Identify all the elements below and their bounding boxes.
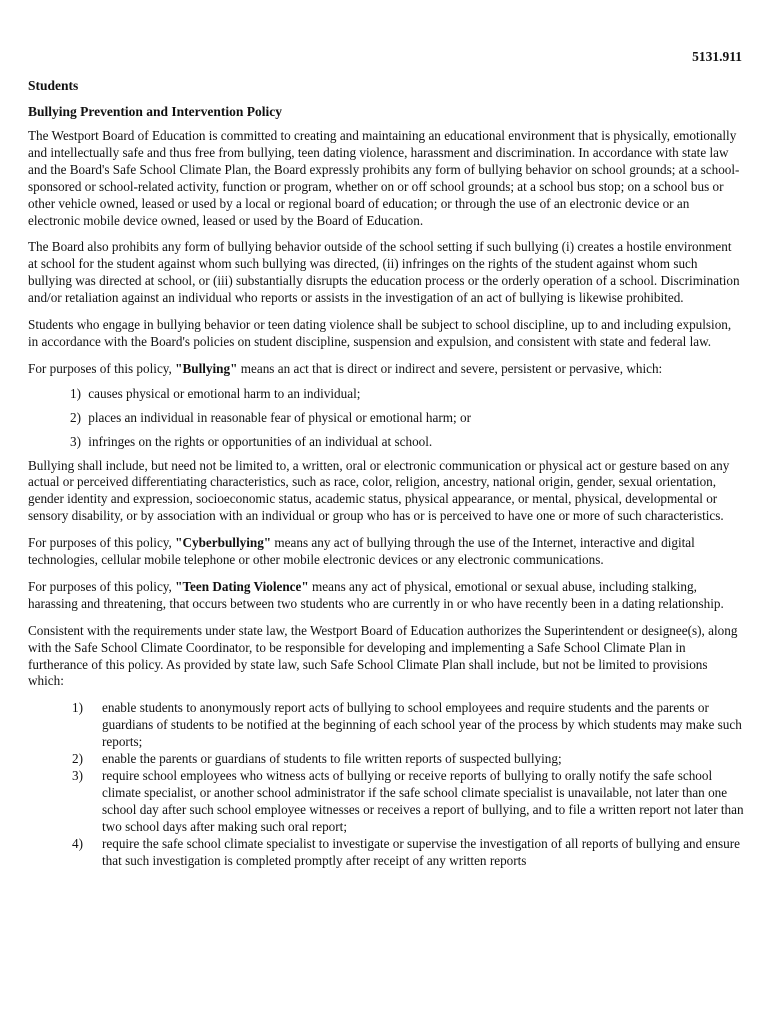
paragraph-teen-dating-violence-definition [28, 579, 744, 613]
list-text: causes physical or emotional harm to an individual; [88, 385, 361, 401]
list-number: 2) [72, 751, 83, 767]
list-text: places an individual in reasonable fear of physical or emotional harm; or [88, 409, 471, 425]
term-cyberbullying: "Cyberbullying" [175, 535, 272, 551]
paragraph-cyberbullying-definition [28, 535, 744, 569]
term-teen-dating-violence: "Teen Dating Violence" [175, 578, 309, 594]
paragraph-bullying-definition [28, 361, 744, 378]
bullying-criteria-list [28, 386, 744, 451]
definition-text: means any act of physical, emotional or sexual abuse, including stalking, harassing and threatening, that occurs between two students who are currently in or who have recently been in a dating relationship. [28, 578, 724, 611]
list-number: 2) [70, 409, 81, 425]
policy-title: Bullying Prevention and Intervention Policy [28, 104, 283, 119]
plan-provisions-list [28, 700, 744, 869]
list-number: 3) [70, 433, 81, 449]
document-body [28, 77, 744, 869]
list-number: 4) [72, 835, 83, 851]
paragraph-discipline: Students who engage in bullying behavior or teen dating violence shall be subject to school discipline, up to and including expulsion, in accordance with the Board's policies on student discipline, suspension and expulsion, and consistent with state and federal law. [28, 317, 732, 349]
paragraph-commitment: The Westport Board of Education is committed to creating and maintaining an educational environment that is physically, emotionally and intellectually safe and thus free from bullying, teen dating violence, harassment and discrimination. In accordance with state law and the Board's Safe School Climate Plan, the Board expressly prohibits any form of bullying behavior on school grounds; at a school-sponsored or school-related activity, function or program, whether on or off school grounds; at a school bus stop; on a school bus or other vehicle owned, leased or used by a local or regional board of education; or through the use of an electronic device or an electronic mobile device owned, leased or used by the Board of Education. [28, 128, 740, 228]
list-item [70, 386, 744, 403]
list-item [28, 836, 744, 870]
definition-text: means any act of bullying through the use of the Internet, interactive and digital technologies, cellular mobile telephone or other mobile electronic devices or any electronic communications. [28, 535, 695, 568]
term-bullying: "Bullying" [175, 360, 238, 376]
list-text: require school employees who witness acts of bullying or receive reports of bullying to orally notify the safe school climate specialist, or another school administrator if the safe school climate specialist is unavailable, not later than one school day after such school employee witnesses or receives a report of bullying, and to file a written report not later than two school days after making such oral report; [102, 768, 744, 834]
definition-prefix: For purposes of this policy, [28, 360, 176, 376]
paragraph-outside-school: The Board also prohibits any form of bullying behavior outside of the school setting if such bullying (i) creates a hostile environment at school for the student against whom such bullying was directed, (ii) infringes on the rights of the student against whom such bullying was directed at school, or (iii) substantially disrupts the education process or the orderly operation of a school. Discrimination and/or retaliation against an individual who reports or assists in the investigation of an act of bullying is likewise prohibited. [28, 239, 740, 306]
list-item [70, 410, 744, 427]
list-item [70, 434, 744, 451]
definition-text: means an act that is direct or indirect and severe, persistent or pervasive, which: [237, 360, 663, 376]
paragraph-safe-school-climate-plan: Consistent with the requirements under state law, the Westport Board of Education authorizes the Superintendent or designee(s), along with the Safe School Climate Coordinator, to be responsible for developing and implementing a Safe School Climate Plan in furtherance of this policy. As provided by state law, such Safe School Climate Plan shall include, but not be limited to provisions which: [28, 622, 738, 689]
paragraph-bullying-includes: Bullying shall include, but need not be limited to, a written, oral or electronic communication or physical act or gesture based on any actual or perceived differentiating characteristics, such as race, color, religion, ancestry, national origin, gender, sexual orientation, gender identity and expression, socioeconomic status, academic status, physical appearance, or mental, physical, developmental or sensory disability, or by association with an individual or group who has or is perceived to have one or more of such characteristics. [28, 457, 730, 524]
list-text: infringes on the rights or opportunities of an individual at school. [88, 433, 433, 449]
list-item [28, 751, 744, 768]
section-title: Students [28, 78, 79, 93]
list-number: 1) [72, 700, 83, 716]
list-item [28, 700, 744, 751]
list-number: 3) [72, 768, 83, 783]
list-text: require the safe school climate specialist to investigate or supervise the investigation of all reports of bullying and ensure that such investigation is completed promptly after receipt of any written reports [102, 835, 740, 868]
definition-prefix: For purposes of this policy, [28, 578, 176, 594]
list-item [28, 768, 744, 836]
list-text: enable the parents or guardians of students to file written reports of suspected bullying; [102, 751, 562, 767]
list-number: 1) [70, 385, 81, 401]
list-text: enable students to anonymously report acts of bullying to school employees and require students and the parents or guardians of students to be notified at the beginning of each school year of the process by which students may make such reports; [102, 700, 742, 750]
policy-number: 5131.911 [692, 49, 742, 64]
definition-prefix: For purposes of this policy, [28, 535, 176, 551]
